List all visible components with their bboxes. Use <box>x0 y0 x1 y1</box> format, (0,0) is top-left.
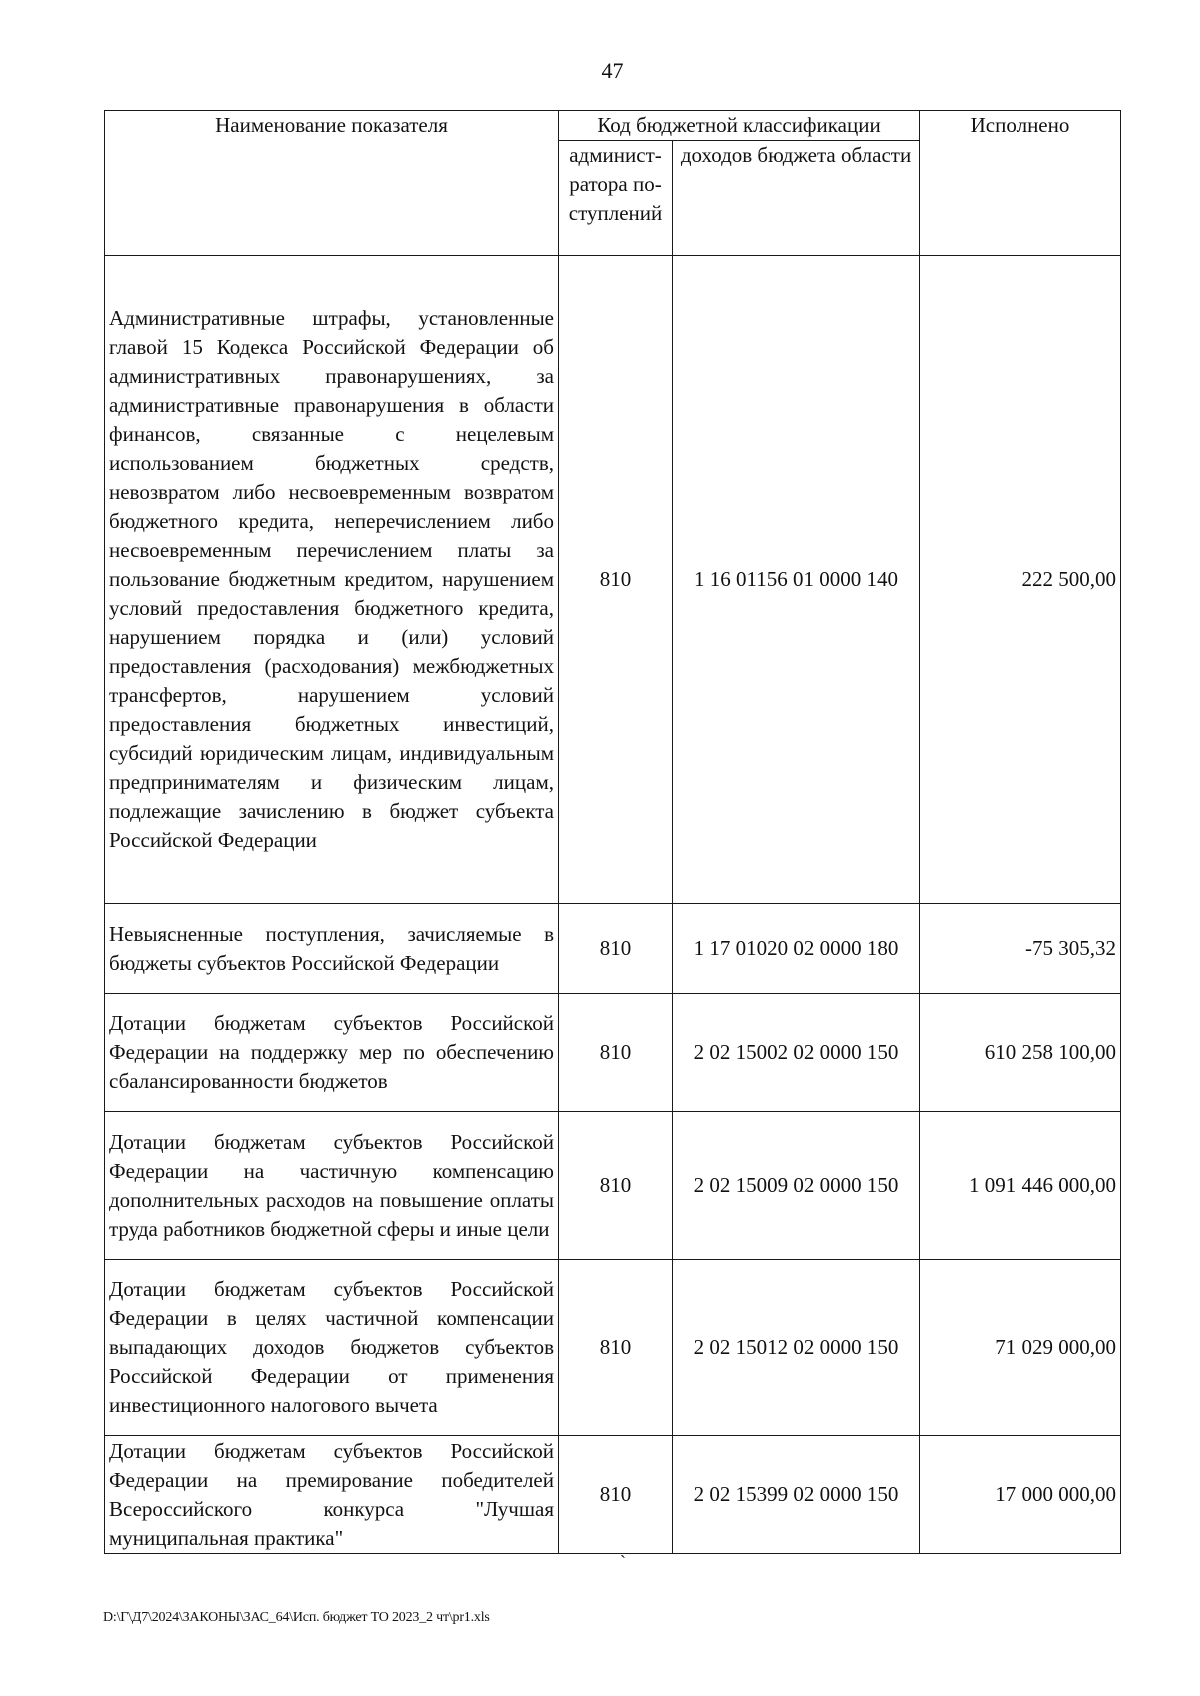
table-row <box>105 256 1121 904</box>
row-indicator-name: Дотации бюджетам субъектов Российской Федерации на частичную компенсацию дополнительных расходов на повышение оплаты труда работников бюджетной сферы и иные цели <box>105 1112 559 1260</box>
table-row <box>105 904 1121 994</box>
table-header-row <box>105 111 1121 141</box>
row-executed-amount: 222 500,00 <box>920 256 1121 904</box>
row-indicator-name: Невыясненные поступления, зачисляемые в бюджеты субъектов Российской Федерации <box>105 904 559 994</box>
row-admin-code: 810 <box>559 1260 673 1436</box>
row-executed-amount: 71 029 000,00 <box>920 1260 1121 1436</box>
row-admin-code: 810 <box>559 994 673 1112</box>
row-admin-code: 810 <box>559 1436 673 1554</box>
header-budget-classification-code: Код бюджетной классификации <box>559 111 920 141</box>
row-executed-amount: 1 091 446 000,00 <box>920 1112 1121 1260</box>
page-number: 47 <box>601 58 624 83</box>
row-admin-code: 810 <box>559 256 673 904</box>
row-indicator-name: Дотации бюджетам субъектов Российской Федерации в целях частичной компенсации выпадающих доходов бюджетов субъектов Российской Федерации от применения инвестиционного налогового вычета <box>105 1260 559 1436</box>
table-row <box>105 1436 1121 1554</box>
row-classification-code: 2 02 15009 02 0000 150 <box>673 1112 920 1260</box>
table-row <box>105 994 1121 1112</box>
row-classification-code: 1 17 01020 02 0000 180 <box>673 904 920 994</box>
row-indicator-name: Административные штрафы, установленные главой 15 Кодекса Российской Федерации об административных правонарушениях, за административные правонарушения в области финансов, связанные с нецелевым использованием бюджетных средств, невозвратом либо несвоевременным возвратом бюджетного кредита, неперечислением либо несвоевременным перечислением платы за пользование бюджетным кредитом, нарушением условий предоставления бюджетного кредита, нарушением порядка и (или) условий предоставления (расходования) межбюджетных трансфертов, нарушением условий предоставления бюджетных инвестиций, субсидий юридическим лицам, индивидуальным предпринимателям и физическим лицам, подлежащие зачислению в бюджет субъекта Российской Федерации <box>105 256 559 904</box>
budget-revenue-table <box>104 110 1121 1554</box>
row-executed-amount: 610 258 100,00 <box>920 994 1121 1112</box>
row-executed-amount: -75 305,32 <box>920 904 1121 994</box>
row-classification-code: 2 02 15012 02 0000 150 <box>673 1260 920 1436</box>
row-classification-code: 1 16 01156 01 0000 140 <box>673 256 920 904</box>
row-executed-amount: 17 000 000,00 <box>920 1436 1121 1554</box>
header-regional-budget-income: доходов бюджета области <box>673 141 920 256</box>
row-admin-code: 810 <box>559 904 673 994</box>
header-revenue-administrator: админист-ратора по-ступлений <box>559 141 673 256</box>
header-executed: Исполнено <box>920 111 1121 256</box>
row-indicator-name: Дотации бюджетам субъектов Российской Федерации на премирование победителей Всероссийского конкурса "Лучшая муниципальная практика" <box>105 1436 559 1554</box>
row-indicator-name: Дотации бюджетам субъектов Российской Федерации на поддержку мер по обеспечению сбалансированности бюджетов <box>105 994 559 1112</box>
header-indicator-name: Наименование показателя <box>105 111 559 256</box>
row-classification-code: 2 02 15399 02 0000 150 <box>673 1436 920 1554</box>
row-classification-code: 2 02 15002 02 0000 150 <box>673 994 920 1112</box>
footer-file-path: D:\Г\Д7\2024\ЗАКОНЫ\ЗАС_64\Исп. бюджет ТО 2023_2 чт\pr1.xls <box>103 1610 490 1625</box>
table-row <box>105 1112 1121 1260</box>
scan-mark: ` <box>620 1552 626 1572</box>
row-admin-code: 810 <box>559 1112 673 1260</box>
table-row <box>105 1260 1121 1436</box>
